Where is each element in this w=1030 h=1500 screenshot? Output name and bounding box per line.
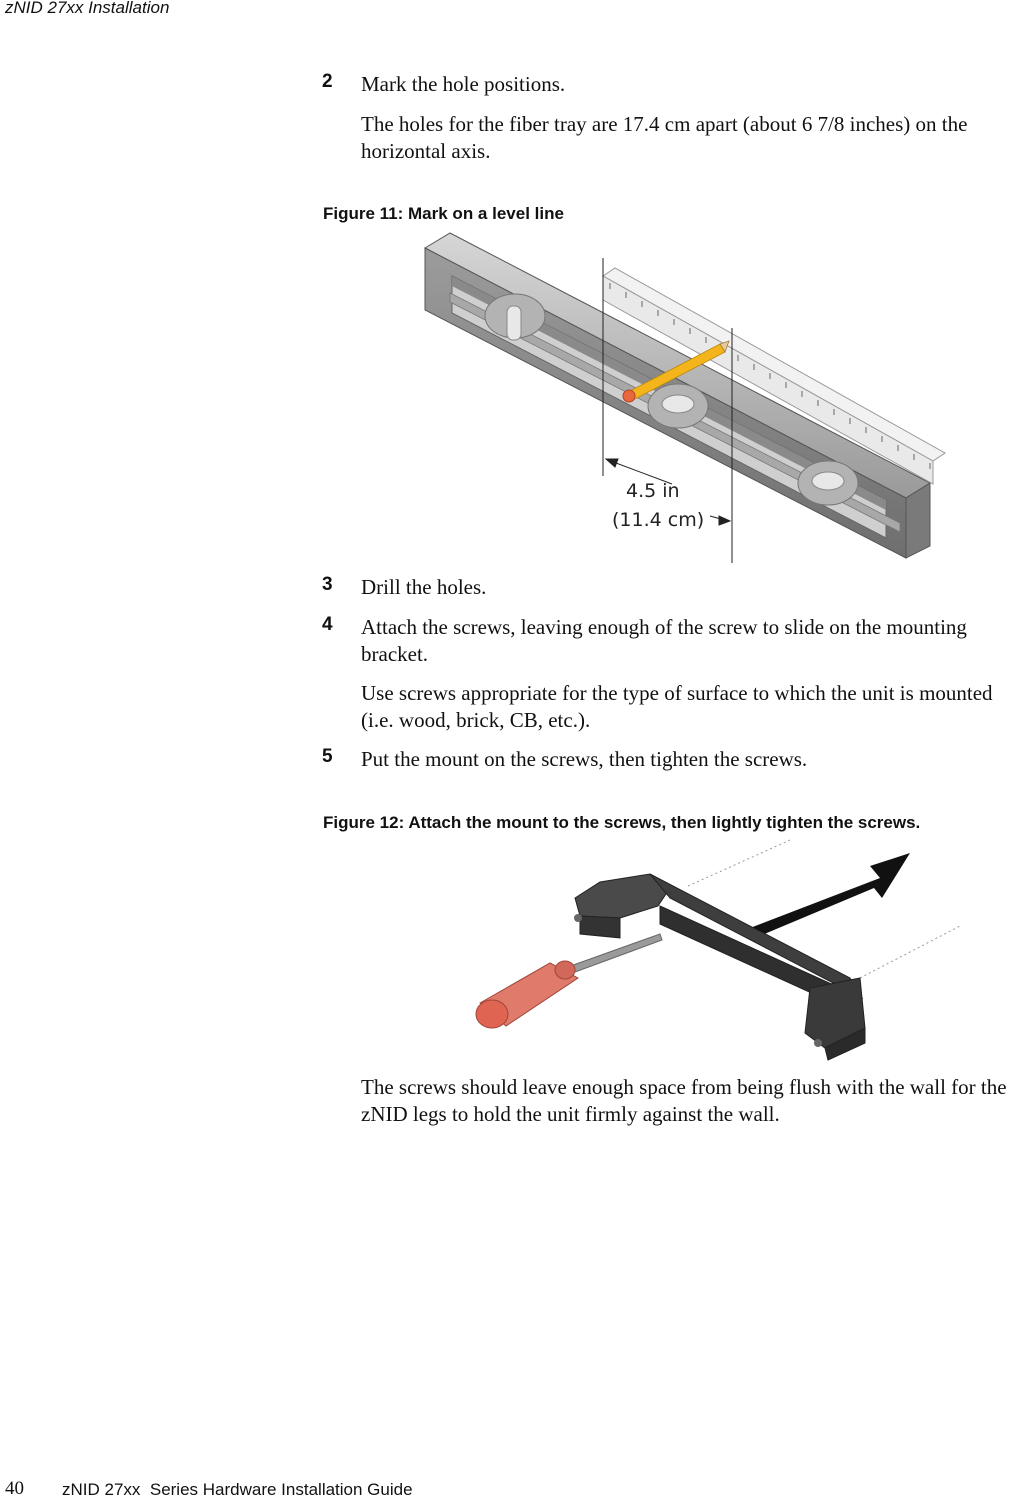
footer-guide-title: zNID 27xx Series Hardware Installation Guide [62,1480,413,1499]
screwdriver-icon [476,934,662,1028]
step-number: 2 [322,71,333,92]
bubble-vial-right-icon [798,461,858,505]
step-text: Attach the screws, leaving enough of the screw to slide on the mounting bracket. [361,615,967,666]
holes-apart-paragraph: The holes for the fiber tray are 17.4 cm apart (about 6 7/8 inches) on the horizontal axis. [361,112,968,163]
step-number: 3 [322,574,333,595]
level-line-illustration [420,228,950,566]
step-text: Put the mount on the screws, then tighten the screws. [361,747,808,771]
page-number: 40 [5,1478,24,1499]
dimension-inches-label: 4.5 in [626,480,680,502]
screw-types-paragraph: Use screws appropriate for the type of surface to which the unit is mounted (i.e. wood, brick, CB, etc.). [361,681,993,732]
running-header: zNID 27xx Installation [5,0,170,17]
figure-11-caption: Figure 11: Mark on a level line [323,204,564,223]
step-number: 5 [322,746,333,767]
mount-screws-illustration [470,838,965,1064]
screw-space-paragraph: The screws should leave enough space from being flush with the wall for the zNID legs to hold the unit firmly against the wall. [361,1075,1007,1126]
arrow-icon [750,853,910,938]
step-text: Drill the holes. [361,575,487,599]
step-number: 4 [322,614,333,635]
bubble-vial-middle-icon [648,384,708,428]
dimension-cm-label: (11.4 cm) [612,509,705,531]
step-text: Mark the hole positions. [361,72,566,96]
figure-12-caption: Figure 12: Attach the mount to the screws, then lightly tighten the screws. [323,813,921,832]
